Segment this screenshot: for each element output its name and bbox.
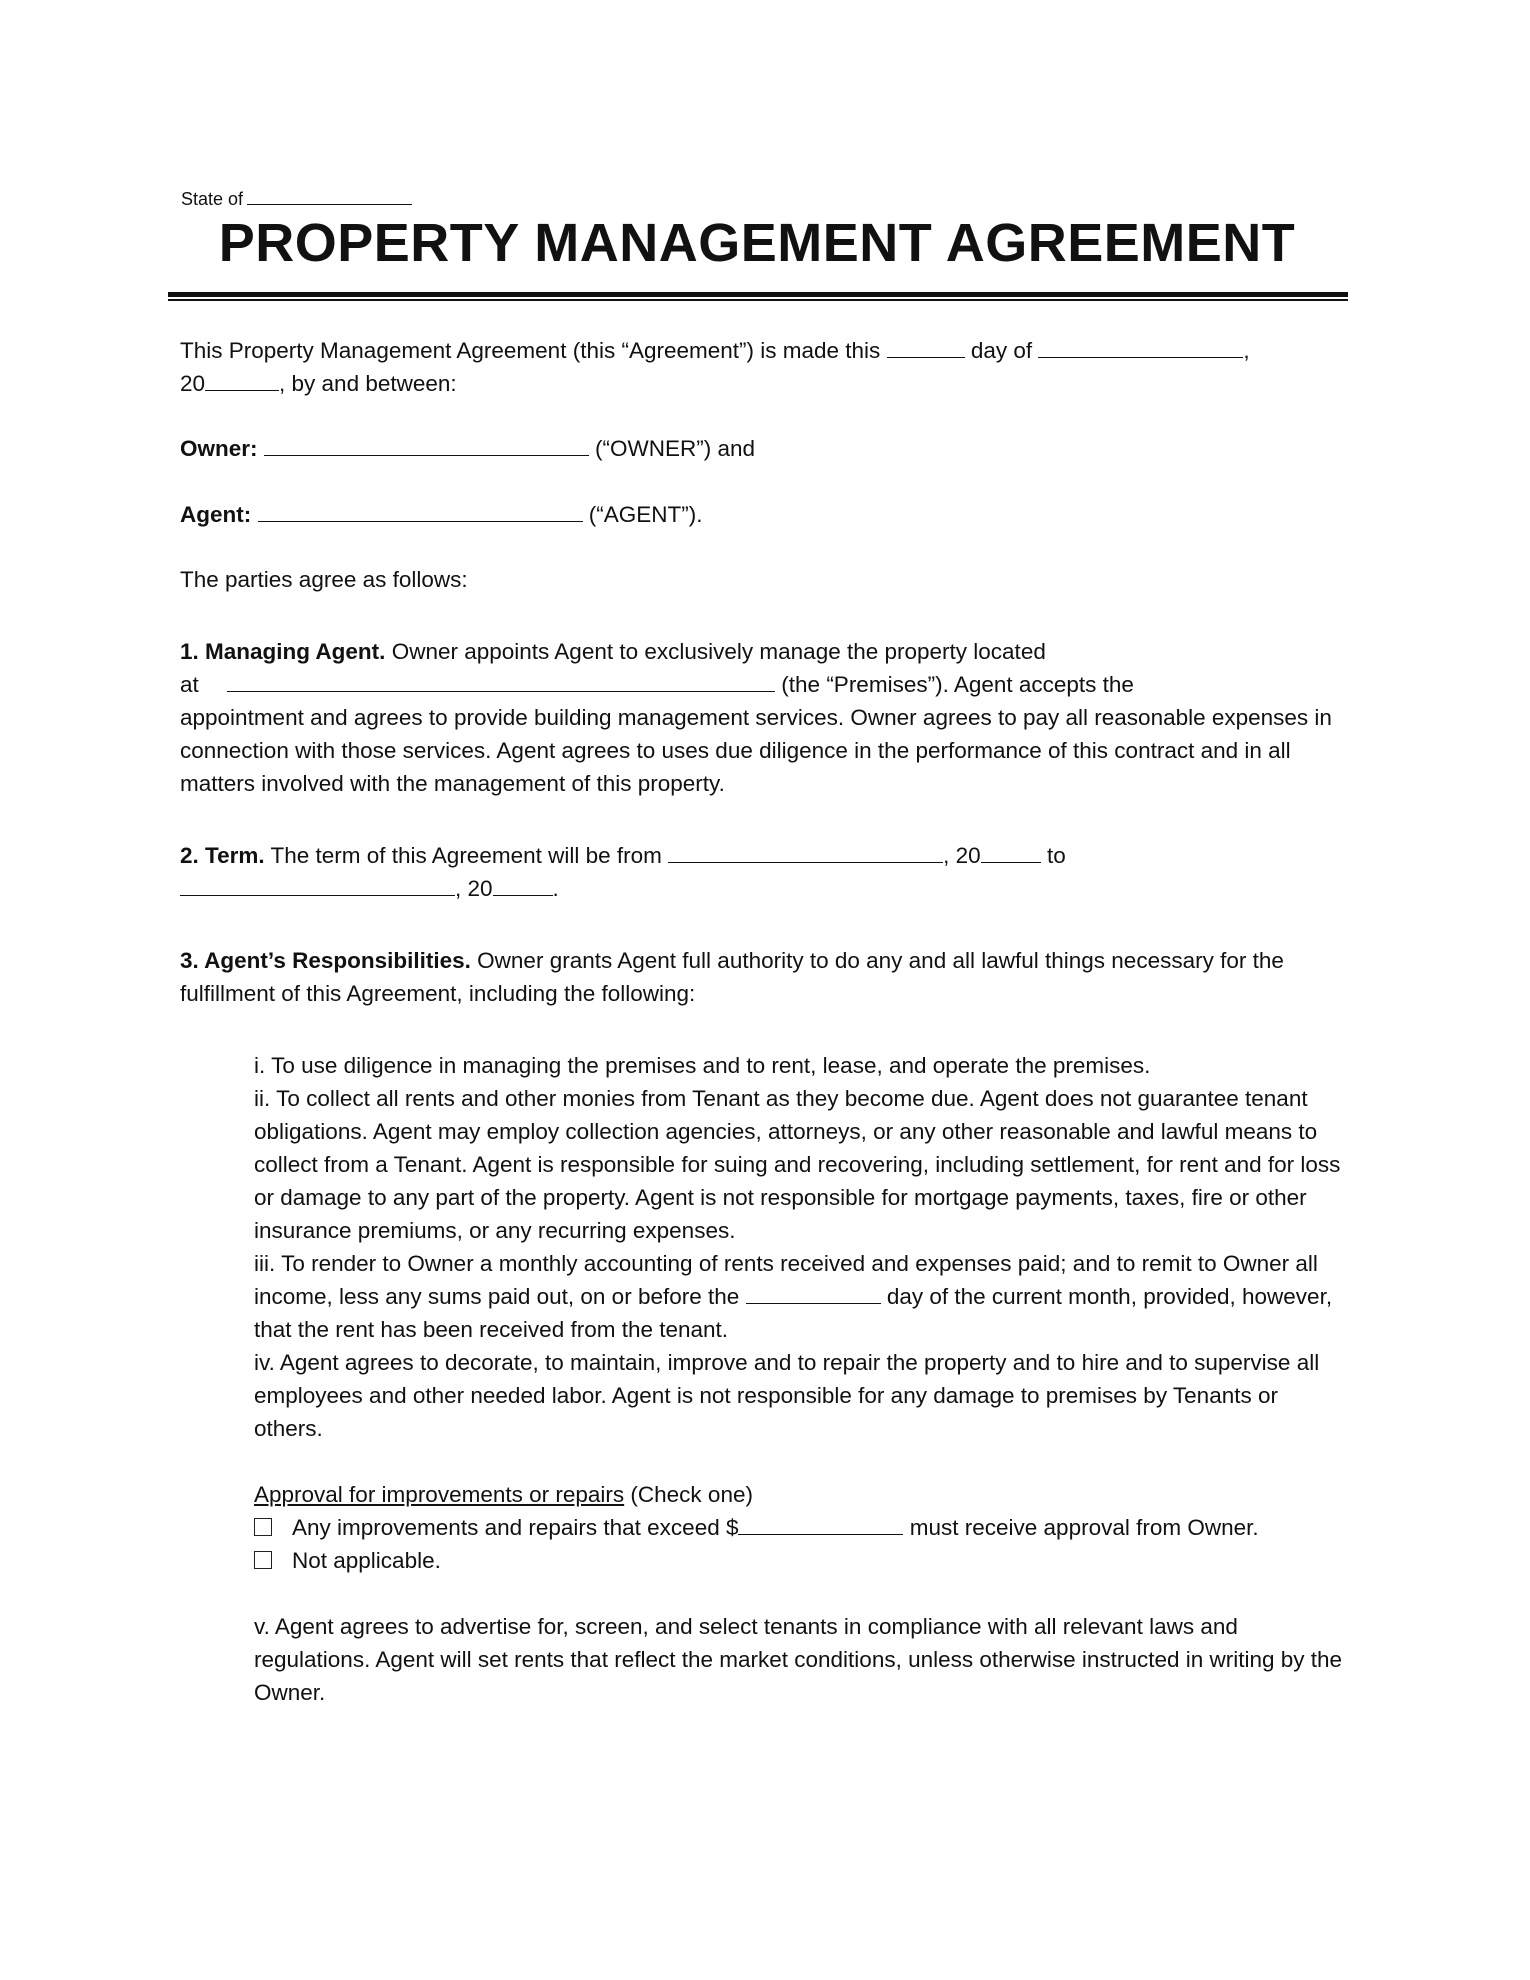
term-start-blank[interactable] <box>668 840 943 863</box>
owner-line: Owner: (“OWNER”) and <box>180 432 1350 465</box>
checkbox-exceed-amount[interactable] <box>254 1518 272 1536</box>
section-1: 1. Managing Agent. Owner appoints Agent to exclusively manage the property located at (the “Premises”). Agent accepts the appointment and agrees to provide building management services. Owner agrees to pay all reasonable expenses in connection with those services. Agent agrees to uses due diligence in the performance of this contract and in all matters involved with the management of this property. <box>180 639 1332 796</box>
responsibilities-list <box>254 1049 1350 1709</box>
section-2: 2. Term. The term of this Agreement will be from , 20 to , 20 . <box>180 839 1350 905</box>
list-item: v. Agent agrees to advertise for, screen, and select tenants in compliance with all relevant laws and regulations. Agent will set rents that reflect the market conditions, unless otherwise instructed in writing by the Owner. <box>254 1614 1343 1705</box>
lead-text: The parties agree as follows: <box>180 567 468 592</box>
remit-day-blank[interactable] <box>746 1281 881 1304</box>
document-title: PROPERTY MANAGEMENT AGREEMENT <box>218 213 1296 273</box>
checkbox-not-applicable[interactable] <box>254 1551 272 1569</box>
term-start-year-blank[interactable] <box>981 840 1041 863</box>
agent-name-blank[interactable] <box>258 499 583 522</box>
approval-option-1: Any improvements and repairs that exceed $ must receive approval from Owner. <box>254 1511 1350 1544</box>
term-end-year-blank[interactable] <box>493 873 553 896</box>
approval-heading: Approval for improvements or repairs (Check one) <box>254 1482 753 1507</box>
state-label: State of <box>181 189 244 209</box>
list-item: iv. Agent agrees to decorate, to maintain, improve and to repair the property and to hire and to supervise all employees and other needed labor. Agent is not responsible for any damage to premises by Tenants or others. <box>254 1350 1320 1441</box>
year-blank[interactable] <box>205 368 279 391</box>
document-body <box>180 334 1350 1709</box>
agent-line: Agent: (“AGENT”). <box>180 498 1350 531</box>
term-end-blank[interactable] <box>180 873 455 896</box>
title-rule-thin <box>168 299 1348 301</box>
state-line <box>181 182 412 210</box>
state-blank[interactable] <box>247 182 412 205</box>
approval-option-2: Not applicable. <box>254 1544 1350 1577</box>
title-rule-thick <box>168 292 1348 297</box>
list-item: iii. To render to Owner a monthly accounting of rents received and expenses paid; and to remit to Owner all income, less any sums paid out, on or before the day of the current month, provided, however, that the rent has been received from the tenant. <box>254 1251 1333 1342</box>
property-address-blank[interactable] <box>227 669 775 692</box>
month-blank[interactable] <box>1038 335 1243 358</box>
intro-paragraph: This Property Management Agreement (this “Agreement”) is made this day of , 20 , by and between: <box>180 334 1350 400</box>
list-item: i. To use diligence in managing the premises and to rent, lease, and operate the premises. <box>254 1053 1151 1078</box>
owner-name-blank[interactable] <box>264 433 589 456</box>
list-item: ii. To collect all rents and other monies from Tenant as they become due. Agent does not guarantee tenant obligations. Agent may employ collection agencies, attorneys, or any other reasonable and lawful means to collect from a Tenant. Agent is responsible for suing and recovering, including settlement, for rent and for loss or damage to any part of the property. Agent is not responsible for mortgage payments, taxes, fire or other insurance premiums, or any recurring expenses. <box>254 1086 1341 1243</box>
section-3: 3. Agent’s Responsibilities. Owner grants Agent full authority to do any and all lawful things necessary for the fulfillment of this Agreement, including the following: <box>180 948 1284 1006</box>
amount-blank[interactable] <box>738 1512 903 1535</box>
day-blank[interactable] <box>887 335 965 358</box>
